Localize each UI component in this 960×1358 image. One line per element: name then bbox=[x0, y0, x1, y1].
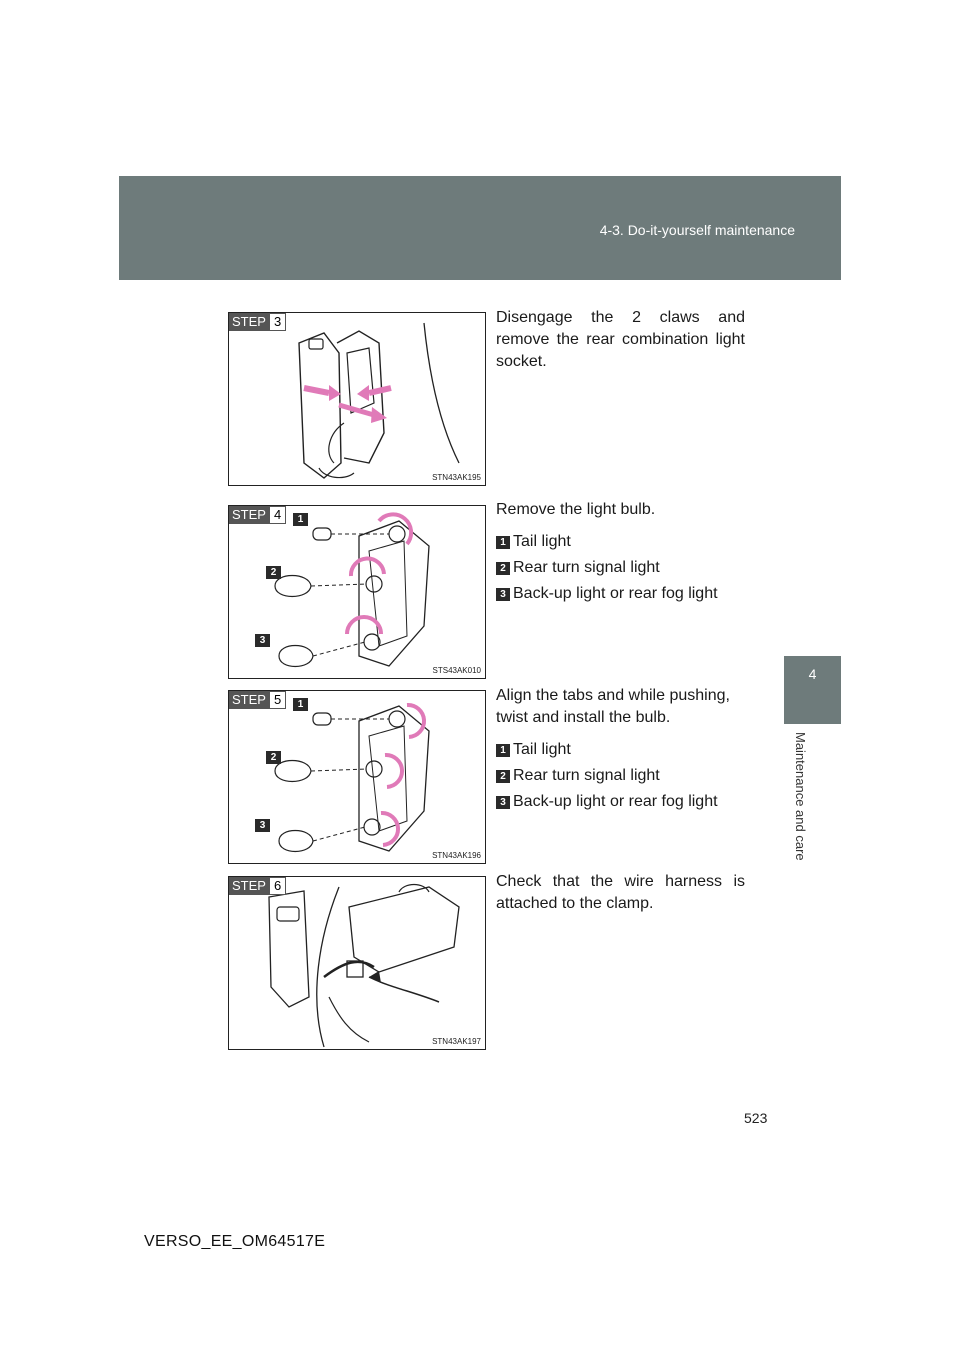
figure-code: STS43AK010 bbox=[432, 666, 481, 675]
step-6-badge: STEP 6 bbox=[229, 877, 286, 895]
section-title: 4-3. Do-it-yourself maintenance bbox=[599, 222, 795, 238]
step-5-text-block bbox=[496, 685, 745, 815]
callout-1: 1 bbox=[293, 513, 308, 526]
legend-item: 1 Tail light bbox=[496, 737, 745, 763]
step-4-illustration bbox=[229, 506, 485, 678]
legend-item: 2 Rear turn signal light bbox=[496, 763, 745, 789]
step-5-figure bbox=[228, 690, 486, 864]
step-3-text: Disengage the 2 claws and remove the rear combination light socket. bbox=[496, 309, 745, 370]
callout-3: 3 bbox=[255, 819, 270, 832]
figure-code: STN43AK196 bbox=[432, 851, 481, 860]
step-3-figure bbox=[228, 312, 486, 486]
header-band bbox=[119, 176, 841, 280]
step-3-illustration bbox=[229, 313, 485, 485]
callout-2: 2 bbox=[266, 751, 281, 764]
bulb-legend bbox=[496, 737, 745, 815]
legend-item: 3 Back-up light or rear fog light bbox=[496, 581, 745, 607]
callout-3: 3 bbox=[255, 634, 270, 647]
chapter-tab bbox=[784, 656, 841, 724]
step-4-text-block bbox=[496, 499, 745, 607]
step-4-figure bbox=[228, 505, 486, 679]
step-6-illustration bbox=[229, 877, 485, 1049]
bulb-legend bbox=[496, 529, 745, 607]
step-4-text: Remove the light bulb. bbox=[496, 501, 656, 518]
chapter-number: 4 bbox=[808, 666, 817, 682]
step-6-figure bbox=[228, 876, 486, 1050]
legend-item: 2 Rear turn signal light bbox=[496, 555, 745, 581]
step-5-text: Align the tabs and while pushing, twist and install the bulb. bbox=[496, 687, 730, 726]
callout-2: 2 bbox=[266, 566, 281, 579]
figure-code: STN43AK195 bbox=[432, 473, 481, 482]
legend-item: 3 Back-up light or rear fog light bbox=[496, 789, 745, 815]
step-3-badge: STEP 3 bbox=[229, 313, 286, 331]
step-5-illustration bbox=[229, 691, 485, 863]
figure-code: STN43AK197 bbox=[432, 1037, 481, 1046]
page-number: 523 bbox=[744, 1110, 768, 1126]
document-id: VERSO_EE_OM64517E bbox=[144, 1233, 326, 1250]
legend-item: 1 Tail light bbox=[496, 529, 745, 555]
chapter-label: Maintenance and care bbox=[793, 732, 808, 861]
step-6-text: Check that the wire harness is attached to the clamp. bbox=[496, 873, 745, 912]
callout-1: 1 bbox=[293, 698, 308, 711]
step-4-badge: STEP 4 bbox=[229, 506, 286, 524]
step-5-badge: STEP 5 bbox=[229, 691, 286, 709]
